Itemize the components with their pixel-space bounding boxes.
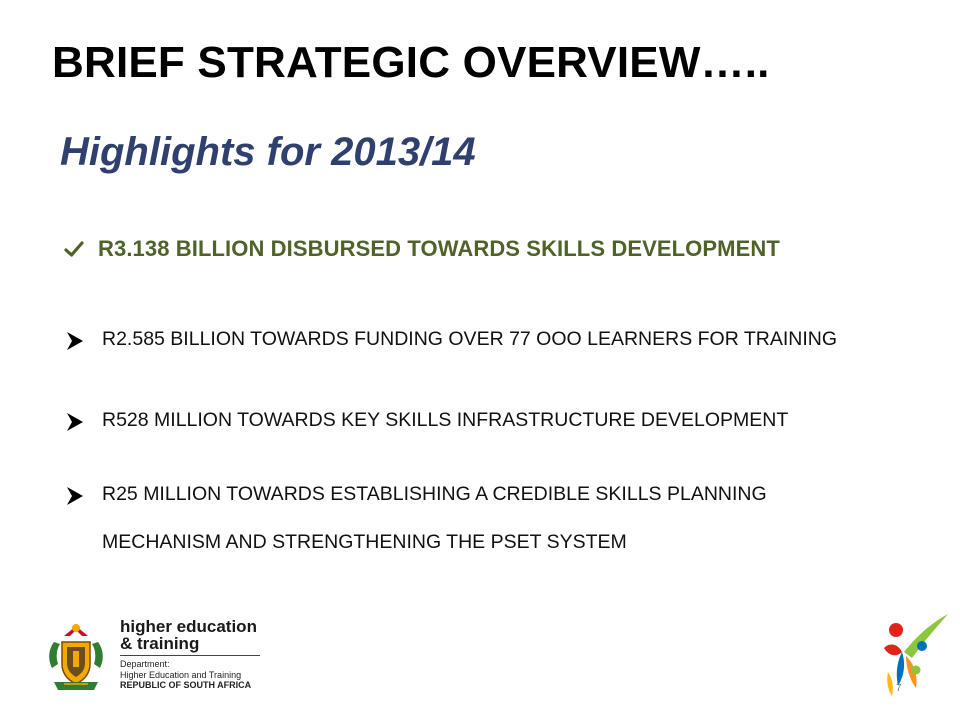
- coat-of-arms-icon: [44, 620, 108, 692]
- sub-bullet-point: [64, 327, 954, 363]
- brand-line-1: higher education: [120, 617, 257, 636]
- main-point-text: R3.138 BILLION DISBURSED TOWARDS SKILLS DEVELOPMENT: [98, 236, 780, 261]
- skills-figure-logo-icon: [876, 612, 950, 700]
- brand-wordmark: [120, 618, 257, 652]
- arrow-bullet-icon: [64, 485, 86, 507]
- sub-point-text: R25 MILLION TOWARDS ESTABLISHING A CREDIBLE SKILLS PLANNING MECHANISM AND STRENGTHENING THE PSET SYSTEM: [102, 483, 767, 553]
- arrow-bullet-icon: [64, 411, 86, 433]
- dept-country: REPUBLIC OF SOUTH AFRICA: [120, 680, 252, 690]
- sub-point-text: R528 MILLION TOWARDS KEY SKILLS INFRASTRUCTURE DEVELOPMENT: [102, 409, 789, 431]
- sub-bullet-point: [64, 482, 884, 566]
- dept-label: Department:: [120, 659, 170, 669]
- sub-bullet-point: [64, 408, 954, 444]
- page-number: 7: [896, 683, 902, 694]
- main-bullet-point: [64, 231, 780, 267]
- sub-point-text: R2.585 BILLION TOWARDS FUNDING OVER 77 OOO LEARNERS FOR TRAINING: [102, 328, 838, 350]
- brand-line-2: & training: [120, 634, 200, 653]
- brand-divider: [120, 655, 260, 656]
- dept-name: Higher Education and Training: [120, 669, 242, 680]
- department-logo: [44, 614, 274, 694]
- department-text: [120, 659, 251, 691]
- slide-title: BRIEF STRATEGIC OVERVIEW…..: [52, 38, 770, 87]
- check-icon: [64, 239, 84, 259]
- arrow-bullet-icon: [64, 330, 86, 352]
- slide-subtitle: Highlights for 2013/14: [60, 130, 476, 174]
